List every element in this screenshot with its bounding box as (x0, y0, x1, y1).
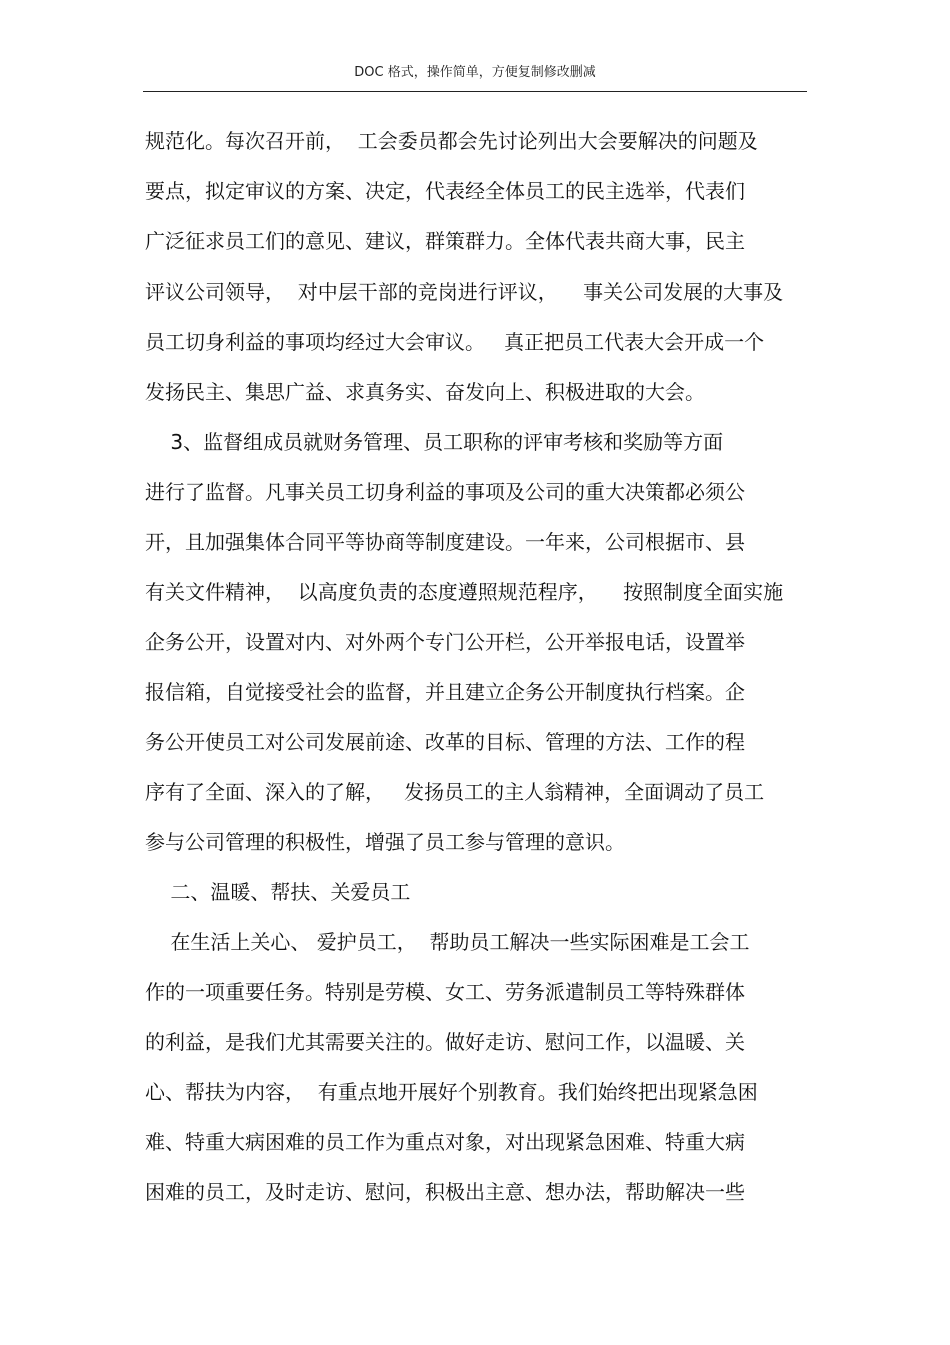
text-line: 规范化。每次召开前， 工会委员都会先讨论列出大会要解决的问题及 (145, 129, 758, 153)
section-heading: 二、温暖、帮扶、关爱员工 (145, 880, 411, 904)
text-line: 要点，拟定审议的方案、决定，代表经全体员工的民主选举，代表们 (145, 179, 745, 203)
text-line: 在生活上关心、 爱护员工， 帮助员工解决一些实际困难是工会工 (145, 930, 750, 954)
text-line: 的利益，是我们尤其需要关注的。做好走访、慰问工作，以温暖、关 (145, 1030, 745, 1054)
text-line: 作的一项重要任务。特别是劳模、女工、劳务派遣制员工等特殊群体 (145, 980, 745, 1004)
header-divider (143, 91, 807, 92)
text-line: 3、监督组成员就财务管理、员工职称的评审考核和奖励等方面 (145, 430, 724, 454)
text-line: 有关文件精神， 以高度负责的态度遵照规范程序， 按照制度全面实施 (145, 580, 784, 604)
text-line: 困难的员工，及时走访、慰问，积极出主意、想办法，帮助解决一些 (145, 1180, 745, 1204)
text-line: 心、帮扶为内容， 有重点地开展好个别教育。我们始终把出现紧急困 (145, 1080, 758, 1104)
text-line: 发扬民主、集思广益、求真务实、奋发向上、积极进取的大会。 (145, 380, 705, 404)
page-header: DOC 格式，操作简单，方便复制修改删减 (354, 65, 596, 80)
text-line: 参与公司管理的积极性，增强了员工参与管理的意识。 (145, 830, 625, 854)
text-line: 难、特重大病困难的员工作为重点对象，对出现紧急困难、特重大病 (145, 1130, 745, 1154)
text-line: 序有了全面、深入的了解， 发扬员工的主人翁精神，全面调动了员工 (145, 780, 765, 804)
text-line: 评议公司领导， 对中层干部的竞岗进行评议， 事关公司发展的大事及 (145, 280, 784, 304)
text-line: 企务公开，设置对内、对外两个专门公开栏，公开举报电话，设置举 (145, 630, 745, 654)
text-line: 报信箱，自觉接受社会的监督，并且建立企务公开制度执行档案。企 (145, 680, 745, 704)
text-line: 广泛征求员工们的意见、建议，群策群力。全体代表共商大事，民主 (145, 229, 745, 253)
text-line: 务公开使员工对公司发展前途、改革的目标、管理的方法、工作的程 (145, 730, 745, 754)
text-line: 进行了监督。凡事关员工切身利益的事项及公司的重大决策都必须公 (145, 480, 745, 504)
text-line: 员工切身利益的事项均经过大会审议。 真正把员工代表大会开成一个 (145, 330, 765, 354)
text-line: 开，且加强集体合同平等协商等制度建设。一年来，公司根据市、县 (145, 530, 745, 554)
